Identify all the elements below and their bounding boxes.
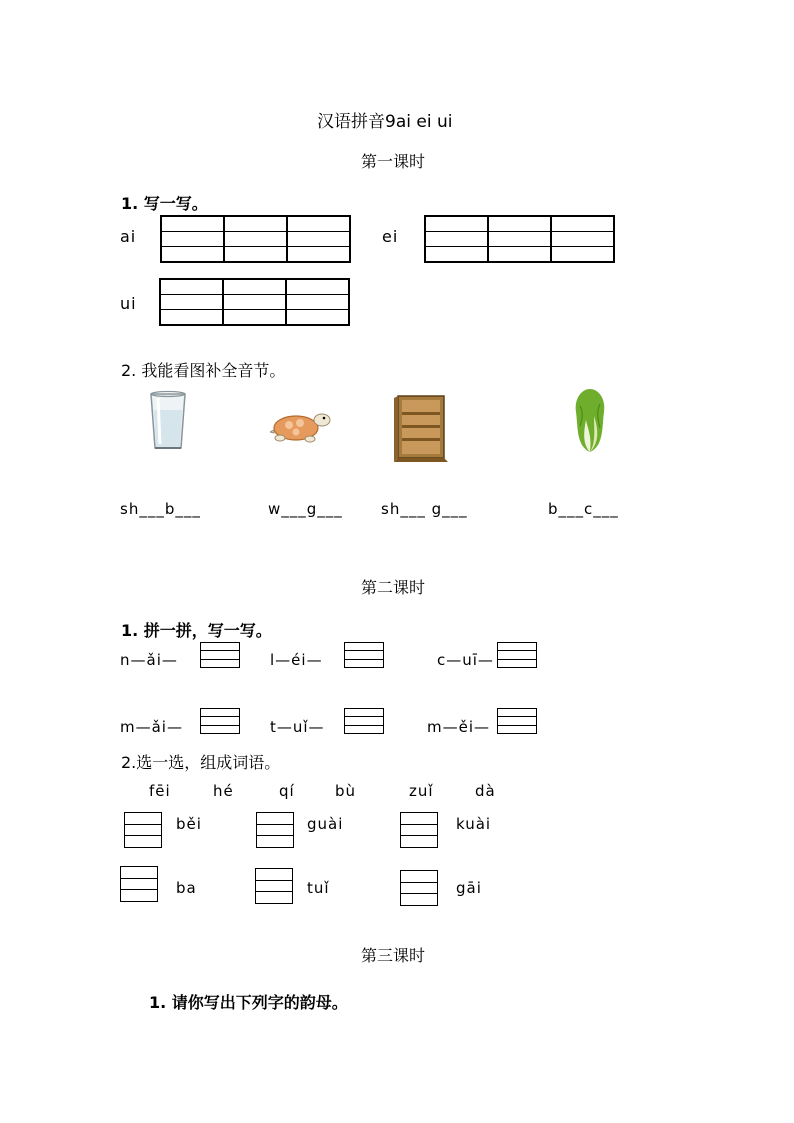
word-guai: guài xyxy=(307,815,344,833)
answer-box-nai[interactable] xyxy=(200,642,240,668)
answer-box-lei[interactable] xyxy=(344,642,384,668)
fill-glass[interactable]: sh___b___ xyxy=(120,500,201,518)
spell-mai: m—ǎi— xyxy=(120,718,183,736)
bookshelf-icon xyxy=(392,392,450,464)
word-box-kuai[interactable] xyxy=(400,812,438,848)
word-box-gai[interactable] xyxy=(400,870,438,906)
fill-bookshelf[interactable]: sh___ g___ xyxy=(381,500,468,518)
spell-cui: c—uī— xyxy=(437,651,494,669)
label-ai: ai xyxy=(120,227,137,246)
lesson-1-question-1: 1. 写一写。 xyxy=(121,194,208,213)
answer-box-mai[interactable] xyxy=(200,708,240,734)
answer-box-mei[interactable] xyxy=(497,708,537,734)
label-ui: ui xyxy=(120,294,137,313)
answer-box-tui[interactable] xyxy=(344,708,384,734)
answer-box-cui[interactable] xyxy=(497,642,537,668)
lesson-1-heading: 第一课时 xyxy=(361,152,426,171)
fill-turtle[interactable]: w___g___ xyxy=(268,500,343,518)
option-bu: bù xyxy=(335,782,357,800)
word-box-guai[interactable] xyxy=(256,812,294,848)
word-box-tui[interactable] xyxy=(255,868,293,904)
lesson-2-heading: 第二课时 xyxy=(361,578,426,597)
option-zui: zuǐ xyxy=(409,782,434,800)
lesson-1-question-2: 2. 我能看图补全音节。 xyxy=(121,361,286,380)
writing-grid-ui[interactable] xyxy=(159,278,350,326)
lesson-2-question-1: 1. 拼一拼，写一写。 xyxy=(121,621,272,640)
writing-grid-ei[interactable] xyxy=(424,215,615,263)
word-ba: ba xyxy=(176,879,197,897)
word-kuai: kuài xyxy=(456,815,492,833)
spell-mei: m—ěi— xyxy=(427,718,491,736)
option-he: hé xyxy=(213,782,234,800)
option-fei: fēi xyxy=(149,782,171,800)
spell-nai: n—ǎi— xyxy=(120,651,178,669)
lesson-2-question-2: 2.选一选，组成词语。 xyxy=(121,753,281,772)
page-title: 汉语拼音9ai ei ui xyxy=(317,112,453,132)
word-bei: běi xyxy=(176,815,202,833)
lesson-3-heading: 第三课时 xyxy=(361,946,426,965)
spell-lei: l—éi— xyxy=(270,651,323,669)
option-qi: qí xyxy=(279,782,295,800)
fill-cabbage[interactable]: b___c___ xyxy=(548,500,619,518)
word-tui: tuǐ xyxy=(307,879,330,897)
label-ei: ei xyxy=(382,227,399,246)
lesson-3-question-1: 1. 请你写出下列字的韵母。 xyxy=(149,993,348,1012)
word-box-bei[interactable] xyxy=(124,812,162,848)
word-box-ba[interactable] xyxy=(120,866,158,902)
chinese-cabbage-icon xyxy=(566,386,614,454)
spell-tui: t—uǐ— xyxy=(270,718,325,736)
writing-grid-ai[interactable] xyxy=(160,215,351,263)
turtle-icon xyxy=(270,408,332,444)
word-gai: gāi xyxy=(456,879,482,897)
option-da: dà xyxy=(475,782,496,800)
glass-of-water-icon xyxy=(148,390,188,452)
